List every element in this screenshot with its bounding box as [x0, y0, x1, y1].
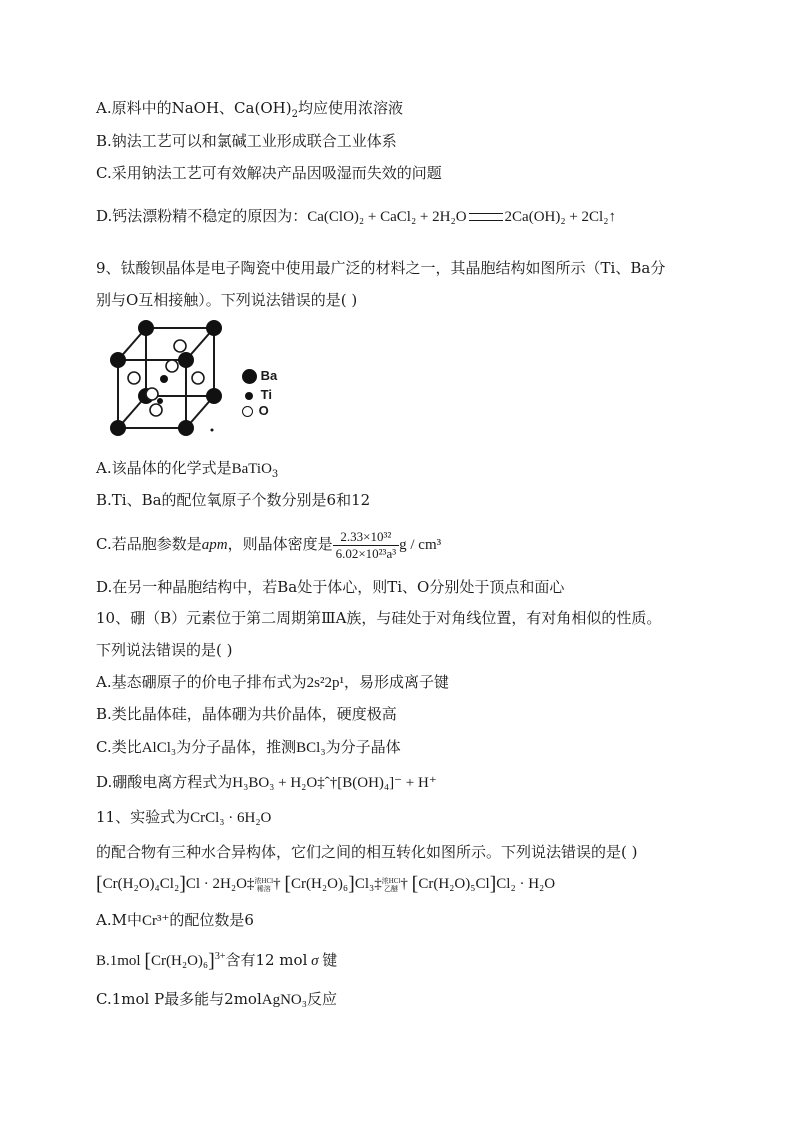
q10-option-a-text: A.基态硼原子的价电子排布式为: [96, 673, 307, 691]
q8-equation-right: 2Ca(OH)₂ + 2Cl₂↑: [504, 209, 616, 225]
q10-stem-line1: 10、硼（B）元素位于第二周期第ⅢA族，与硅处于对角线位置，有对角相似的性质。: [96, 609, 662, 627]
fraction-numerator: 2.33×10³²: [333, 529, 400, 546]
q9-option-d: D.在另一种晶胞结构中，若Ba处于体心，则Ti、O分别处于顶点和面心: [96, 578, 565, 596]
q11-option-b: B.1mol $[Cr(H_2O)_6]^{3+}$含有12 mol σ 键: [96, 950, 338, 972]
o-atom: [150, 404, 162, 416]
q10-option-d-text: D.硼酸电离方程式为: [96, 773, 233, 791]
q10-option-c-mid: 为分子晶体，推测: [176, 738, 297, 756]
ba-atom: [110, 420, 126, 436]
q11-option-a-tail: 的配位数是6: [169, 911, 254, 929]
q8-option-b: B.钠法工艺可以和氯碱工业形成联合工业体系: [96, 132, 397, 150]
q9-stem-line1: 9、钛酸钡晶体是电子陶瓷中使用最广泛的材料之一，其晶胞结构如图所示（Ti、Ba分: [96, 259, 666, 277]
sigma-symbol: σ: [311, 953, 319, 969]
legend-ti: [242, 387, 272, 402]
q11-silver-nitrate: AgNO₃: [261, 992, 307, 1008]
o-atom: [128, 372, 140, 384]
q10-option-d: [96, 772, 437, 793]
ba-atom: [138, 320, 154, 336]
equals-arrow-icon: [469, 213, 503, 221]
ti-legend-icon: [245, 392, 253, 400]
q11-option-b-tail: 键: [322, 953, 338, 969]
q11-option-a: [96, 910, 254, 931]
complex-m-tail: Cl · 2H₂O‡: [185, 876, 255, 892]
q10-option-a-tail: ，易形成离子键: [343, 673, 449, 691]
q11-conversion-scheme: [Cr(H₂O)₄Cl₂]Cl · 2H₂O‡浓HCl 稀溶 † [Cr(H₂O)₆]Cl₃‡浓HCl 乙醚 † [Cr(H₂O)₅Cl]Cl₂ · H₂O: [96, 873, 556, 895]
q10-ionization-equation: H₃BO₃ + H₂O‡ˆ†[B(OH)₄]⁻ + H⁺: [232, 775, 437, 791]
o-legend-icon: [242, 406, 253, 417]
complex-n-tail: Cl₃‡: [354, 876, 382, 892]
ba-atom: [206, 320, 222, 336]
legend-o: [242, 403, 269, 418]
q8-option-a-text: A.原料中的NaOH、Ca(OH): [96, 99, 292, 117]
q9-option-c-mid: ，则晶体密度是: [227, 535, 333, 553]
ba-legend-icon: [242, 369, 257, 384]
q11-ion-charge: 3+: [214, 951, 226, 962]
q9-formula: BaTiO: [231, 461, 272, 477]
o-atom: [192, 372, 204, 384]
q11-option-b-mid: 含有12 mol: [225, 951, 308, 969]
arrow2-top-label: 浓HCl: [381, 876, 401, 885]
legend-o-label: O: [258, 403, 269, 418]
density-unit: g / cm³: [399, 537, 442, 553]
ba-atom: [110, 352, 126, 368]
q8-option-c: C.采用钠法工艺可有效解决产品因吸湿而失效的问题: [96, 164, 442, 182]
q9-stem-line2: 别与O互相接触）。下列说法错误的是( ): [96, 291, 358, 309]
q11-option-c-tail: 反应: [307, 990, 338, 1008]
q11-stem-line2: 的配合物有三种水合异构体，它们之间的相互转化如图所示。下列说法错误的是( ): [96, 843, 638, 861]
q9-option-c: [96, 524, 441, 565]
q9-cell-parameter: apm: [201, 537, 228, 553]
arrow1-conditions: [254, 877, 273, 893]
q10-electron-config: 2s²2p¹: [306, 675, 344, 691]
q8-option-d-text: D.钙法漂粉精不稳定的原因为：: [96, 207, 308, 225]
ba-atom: [178, 420, 194, 436]
q10-option-c-tail: 为分子晶体: [325, 738, 401, 756]
q11-stem-text: 11、实验式为: [96, 808, 191, 826]
density-fraction: [333, 529, 400, 562]
q11-stem-line1: [96, 807, 271, 828]
q9-option-c-text: C.若品胞参数是: [96, 535, 202, 553]
complex-p: Cr(H₂O)₅Cl: [418, 876, 490, 892]
fraction-denominator: 6.02×10²³a³: [335, 545, 397, 561]
ba-atom: [178, 352, 194, 368]
legend-ti-label: Ti: [260, 387, 272, 402]
arrow2-icon: †: [400, 876, 408, 892]
legend-ba-label: Ba: [260, 368, 278, 383]
q8-option-a-tail: 均应使用浓溶液: [297, 99, 403, 117]
legend-ba: [242, 368, 277, 384]
ti-atom: [160, 375, 168, 383]
q10-stem-line2: 下列说法错误的是( ): [96, 641, 233, 659]
complex-n: Cr(H₂O)₆: [291, 876, 349, 892]
arrow2-conditions: [382, 877, 401, 893]
complex-p-tail: Cl₂ · H₂O: [496, 876, 556, 892]
q9-option-a-text: A.该晶体的化学式是: [96, 459, 232, 477]
q8-equation-left: Ca(ClO)₂ + CaCl₂ + 2H₂O: [307, 209, 467, 225]
q8-option-a: [96, 98, 403, 118]
q10-option-a: [96, 672, 449, 693]
q9-formula-sub: 3: [271, 469, 279, 480]
q11-empirical-formula: CrCl₃ · 6H₂O: [190, 810, 272, 826]
arrow1-bottom-label: 稀溶: [256, 884, 271, 893]
o-atom: [146, 388, 158, 400]
q9-option-a: [96, 458, 278, 479]
q11-option-a-text: A.M中: [96, 911, 142, 929]
arrow1-icon: †: [273, 876, 281, 892]
q11-option-c-text: C.1mol P最多能与2mol: [96, 990, 262, 1008]
q11-option-b-text: B.1mol: [96, 953, 141, 969]
ba-atom: [206, 388, 222, 404]
q11-option-c: [96, 989, 337, 1010]
q9-option-b: B.Ti、Ba的配位氧原子个数分别是6和12: [96, 491, 371, 509]
q10-formula-alcl3: AlCl₃: [141, 740, 177, 756]
arrow1-top-label: 浓HCl: [254, 876, 274, 885]
o-atom: [174, 340, 186, 352]
q11-chromium-ion: Cr³⁺: [141, 913, 170, 929]
q10-option-b: B.类比晶体硅，晶体硼为共价晶体，硬度极高: [96, 705, 397, 723]
complex-m: Cr(H₂O)₄Cl₂: [102, 876, 180, 892]
q10-formula-bcl3: BCl₃: [296, 740, 326, 756]
q8-option-d: [96, 206, 616, 227]
q11-hexaaqua-ion: Cr(H₂O)₆: [151, 953, 209, 969]
o-atom: [166, 360, 178, 372]
crystal-unit-cell-diagram: [100, 318, 240, 438]
q8-option-a-sub: 2: [291, 109, 298, 120]
q10-option-c: [96, 737, 401, 758]
arrow2-bottom-label: 乙醚: [384, 884, 399, 893]
q10-option-c-text: C.类比: [96, 738, 142, 756]
